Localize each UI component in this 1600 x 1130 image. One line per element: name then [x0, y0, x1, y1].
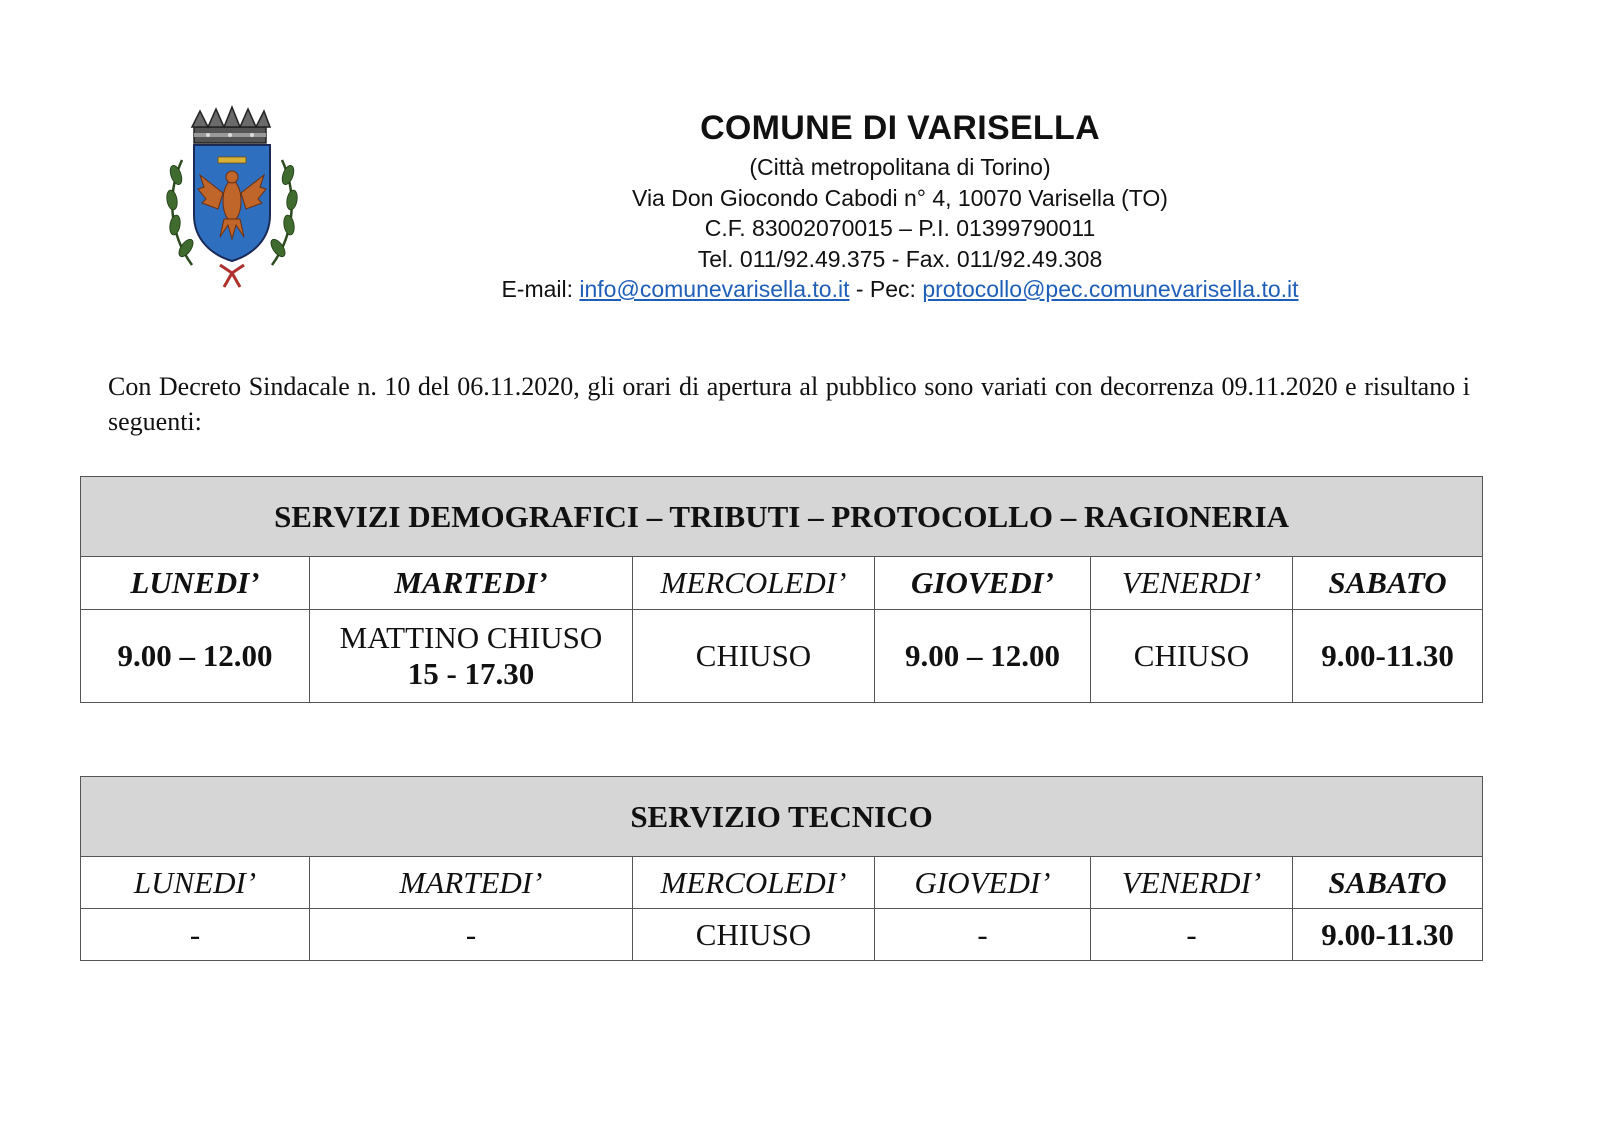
hours-cell: [81, 610, 310, 703]
coat-of-arms-icon: [162, 105, 302, 290]
municipality-tax-codes: C.F. 83002070015 – P.I. 01399790011: [704, 215, 1096, 241]
pec-label: - Pec:: [849, 276, 923, 302]
municipality-contacts: [400, 274, 1400, 305]
municipality-title: COMUNE DI VARISELLA: [700, 109, 1100, 147]
hours-line-1: MATTINO CHIUSO: [339, 620, 603, 655]
day-header: MERCOLEDI’: [633, 557, 875, 610]
hours-cell: [81, 909, 310, 961]
crown-icon: [192, 107, 270, 143]
municipality-address: Via Don Giocondo Cabodi n° 4, 10070 Varisella (TO): [632, 184, 1168, 211]
intro-paragraph: Con Decreto Sindacale n. 10 del 06.11.2020, gli orari di apertura al pubblico sono variati con decorrenza 09.11.2020 e risultano i seguenti:: [108, 372, 1470, 436]
hours-cell: [633, 909, 875, 961]
schedule-table-demografici: [80, 476, 1483, 703]
hours-line-1: -: [189, 916, 201, 952]
schedule-table-tecnico: [80, 776, 1483, 961]
day-header: VENERDI’: [1091, 557, 1293, 610]
hours-line-2: 15 - 17.30: [407, 656, 535, 691]
day-header: SABATO: [1293, 557, 1483, 610]
hours-cell: [875, 909, 1091, 961]
hours-cell: [1293, 610, 1483, 703]
hours-line-1: -: [1186, 916, 1197, 952]
hours-line-1: CHIUSO: [1133, 638, 1250, 673]
table-title: SERVIZI DEMOGRAFICI – TRIBUTI – PROTOCOLLO – RAGIONERIA: [81, 477, 1483, 557]
municipality-phone-fax: Tel. 011/92.49.375 - Fax. 011/92.49.308: [697, 245, 1103, 272]
table-title: SERVIZIO TECNICO: [81, 777, 1483, 857]
hours-cell: [875, 610, 1091, 703]
day-header: SABATO: [1293, 857, 1483, 909]
hours-line-1: CHIUSO: [695, 638, 812, 673]
hours-line-1: 9.00 – 12.00: [905, 638, 1060, 673]
day-header: GIOVEDI’: [875, 557, 1091, 610]
hours-line-1: CHIUSO: [695, 916, 812, 952]
municipality-subtitle: (Città metropolitana di Torino): [749, 154, 1051, 180]
email-label: E-mail:: [501, 276, 580, 302]
day-header: MERCOLEDI’: [633, 857, 875, 909]
day-header: LUNEDI’: [81, 557, 310, 610]
day-header: GIOVEDI’: [875, 857, 1091, 909]
email-link[interactable]: info@comunevarisella.to.it: [579, 276, 850, 302]
hours-cell: [310, 909, 633, 961]
letterhead: [400, 104, 1400, 305]
day-header: MARTEDI’: [310, 857, 633, 909]
hours-line-1: -: [465, 916, 477, 952]
day-header: MARTEDI’: [310, 557, 633, 610]
hours-line-1: 9.00 – 12.00: [117, 638, 273, 673]
hours-line-1: 9.00-11.30: [1321, 638, 1454, 673]
hours-cell: [1091, 610, 1293, 703]
day-header: VENERDI’: [1091, 857, 1293, 909]
pec-link[interactable]: protocollo@pec.comunevarisella.to.it: [922, 276, 1299, 302]
day-header: LUNEDI’: [81, 857, 310, 909]
hours-cell: [1293, 909, 1483, 961]
hours-cell: [310, 610, 633, 703]
hours-cell: [1091, 909, 1293, 961]
hours-line-1: -: [977, 916, 988, 952]
hours-cell: [633, 610, 875, 703]
hours-line-1: 9.00-11.30: [1321, 916, 1454, 952]
